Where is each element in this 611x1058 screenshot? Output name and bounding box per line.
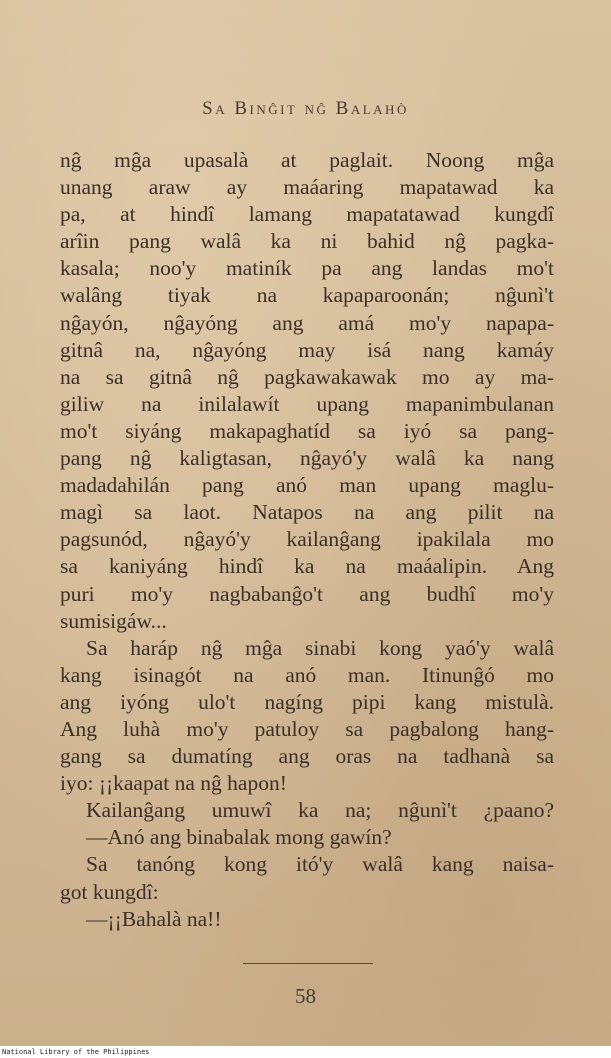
text-line: pagsunód, nĝayó'y kailanĝang ipakilala mo <box>60 527 554 552</box>
text-line: Kailanĝang umuwî ka na; nĝunì't ¿paano? <box>86 798 554 823</box>
text-line: —¡¡Bahalà na!! <box>86 906 222 931</box>
text-line: sumisigáw... <box>60 608 167 633</box>
running-head: Sa Binĝit nĝ Balahò <box>202 98 409 119</box>
text-line: Sa tanóng kong itó'y walâ kang naisa- <box>86 852 554 877</box>
scan-credit: National Library of the Philippines <box>2 1048 150 1056</box>
text-line: unang araw ay maáaring mapatawad ka <box>60 175 554 200</box>
text-line: puri mo'y nagbabanĝo't ang budhî mo'y <box>60 581 554 606</box>
body-text <box>60 147 554 933</box>
footer-rule <box>243 963 373 964</box>
text-line: nĝ mĝa upasalà at paglait. Noong mĝa <box>60 148 554 172</box>
text-line: magì sa laot. Natapos na ang pilit na <box>60 500 554 525</box>
text-line: nĝayón, nĝayóng ang amá mo'y napapa- <box>60 310 554 335</box>
text-line: Sa haráp nĝ mĝa sinabi kong yaó'y walâ <box>86 635 554 660</box>
text-line: iyo: ¡¡kaapat na nĝ hapon! <box>60 771 287 796</box>
text-line: got kungdî: <box>60 879 159 904</box>
text-line: walâng tiyak na kapaparoonán; nĝunì't <box>60 283 554 308</box>
text-line: madadahilán pang anó man upang maglu- <box>60 473 554 498</box>
text-line: sa kaniyáng hindî ka na maáalipin. Ang <box>60 554 554 579</box>
text-line: pa, at hindî lamang mapatatawad kungdî <box>60 202 554 227</box>
text-line: Ang luhà mo'y patuloy sa pagbalong hang- <box>60 716 554 741</box>
text-line: —Anó ang binabalak mong gawín? <box>86 825 392 850</box>
text-line: na sa gitnâ nĝ pagkawakawak mo ay ma- <box>60 364 554 389</box>
text-line: mo't siyáng makapaghatíd sa iyó sa pang- <box>60 418 554 443</box>
text-line: kang isinagót na anó man. Itinunĝó mo <box>60 662 554 687</box>
text-line: gang sa dumatíng ang oras na tadhanà sa <box>60 744 554 769</box>
text-line: giliw na inilalawít upang mapanimbulanan <box>60 391 554 416</box>
text-line: arîin pang walâ ka ni bahid nĝ pagka- <box>60 229 554 254</box>
page-number: 58 <box>295 984 316 1008</box>
text-line: ang iyóng ulo't nagíng pipi kang mistulà. <box>60 689 554 714</box>
text-line: pang nĝ kaligtasan, nĝayó'y walâ ka nang <box>60 446 554 471</box>
text-line: kasala; noo'y matiník pa ang landas mo't <box>60 256 554 281</box>
text-line: gitnâ na, nĝayóng may isá nang kamáy <box>60 337 554 362</box>
